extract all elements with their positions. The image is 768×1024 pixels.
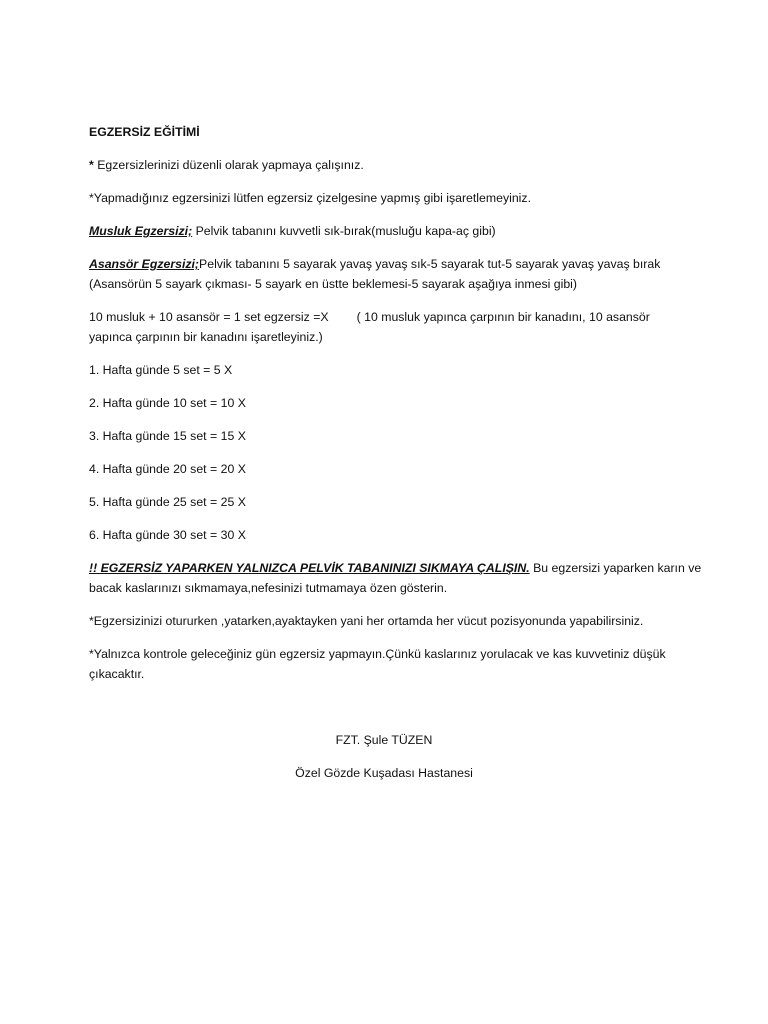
signature-hospital: Özel Gözde Kuşadası Hastanesi bbox=[295, 766, 473, 780]
intro-line-2: *Yapmadığınız egzersinizi lütfen egzersiz çizelgesine yapmış gibi işaretlemeyiniz. bbox=[89, 191, 531, 205]
intro-text-1: Egzersizlerinizi düzenli olarak yapmaya çalışınız. bbox=[93, 158, 364, 172]
week-4: 4. Hafta günde 20 set = 20 X bbox=[89, 462, 246, 476]
set-note-1: ( 10 musluk yapınca çarpının bir kanadını, 10 asansör bbox=[356, 310, 650, 324]
asansor-text-1: Pelvik tabanını 5 sayarak yavaş yavaş sık-5 sayarak tut-5 sayarak yavaş yavaş bırak bbox=[199, 257, 661, 271]
control-note-2: çıkacaktır. bbox=[89, 667, 145, 681]
positions-note: *Egzersizinizi otururken ,yatarken,ayaktayken yani her ortamda her vücut pozisyonunda yapabilirsiniz. bbox=[89, 614, 644, 628]
intro-line-1 bbox=[89, 155, 679, 175]
set-formula: 10 musluk + 10 asansör = 1 set egzersiz =X bbox=[89, 310, 329, 324]
set-note-2: yapınca çarpının bir kanadını işaretleyiniz.) bbox=[89, 330, 323, 344]
week-3: 3. Hafta günde 15 set = 15 X bbox=[89, 429, 246, 443]
asansor-exercise bbox=[89, 254, 679, 294]
control-note-1: *Yalnızca kontrole geleceğiniz gün egzersiz yapmayın.Çünkü kaslarınız yorulacak ve kas kuvvetiniz düşük bbox=[89, 647, 666, 661]
week-2: 2. Hafta günde 10 set = 10 X bbox=[89, 396, 246, 410]
week-1: 1. Hafta günde 5 set = 5 X bbox=[89, 363, 233, 377]
warning-text-1: Bu egzersizi yaparken karın ve bbox=[529, 561, 702, 575]
document-title: EGZERSİZ EĞİTİMİ bbox=[89, 125, 200, 139]
signature-name: FZT. Şule TÜZEN bbox=[335, 733, 433, 747]
warning-paragraph bbox=[89, 558, 702, 598]
bullet-asterisk: * bbox=[89, 158, 94, 172]
warning-text-2: bacak kaslarınızı sıkmamaya,nefesinizi tutmamaya özen gösterin. bbox=[89, 581, 448, 595]
document-body bbox=[89, 122, 702, 697]
control-note bbox=[89, 644, 679, 684]
asansor-label: Asansör Egzersizi; bbox=[89, 257, 200, 271]
asansor-text-2: (Asansörün 5 sayark çıkması- 5 sayark en üstte beklemesi-5 sayarak aşağıya inmesi gibi) bbox=[89, 277, 577, 291]
warning-label: !! EGZERSİZ YAPARKEN YALNIZCA PELVİK TABANINIZI SIKMAYA ÇALIŞIN. bbox=[89, 561, 530, 575]
week-6: 6. Hafta günde 30 set = 30 X bbox=[89, 528, 246, 542]
musluk-exercise bbox=[89, 221, 679, 241]
set-rule bbox=[89, 307, 679, 347]
musluk-text: Pelvik tabanını kuvvetli sık-bırak(musluğu kapa-aç gibi) bbox=[192, 224, 496, 238]
musluk-label: Musluk Egzersizi; bbox=[89, 224, 193, 238]
week-5: 5. Hafta günde 25 set = 25 X bbox=[89, 495, 246, 509]
